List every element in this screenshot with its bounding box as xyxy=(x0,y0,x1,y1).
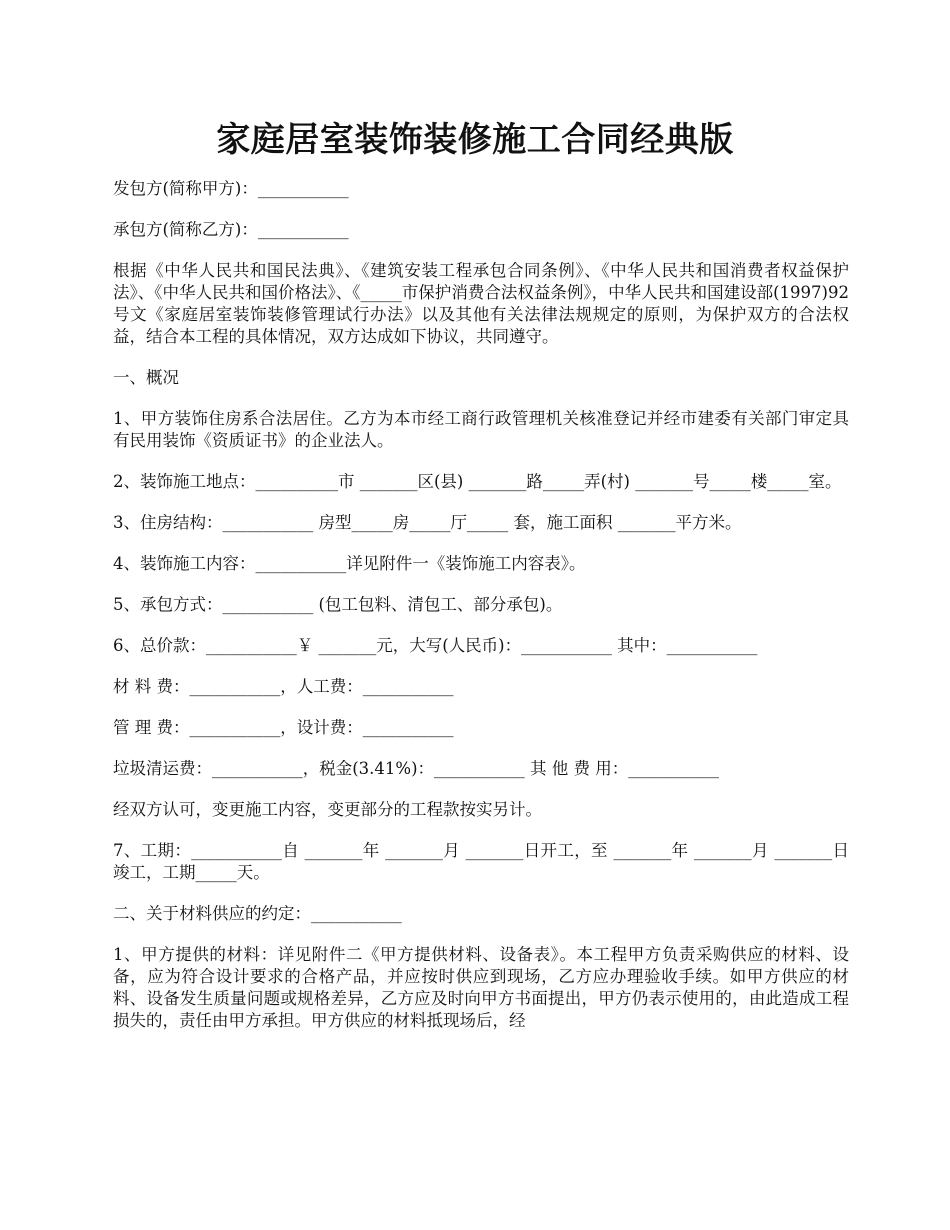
document-title: 家庭居室装饰装修施工合同经典版 xyxy=(216,120,734,160)
clause-7: 7、工期：___________自 _______年 _______月 _______日开工，至 _______年 _______月 _______日竣工，工期_____天。 xyxy=(113,841,849,882)
fee-line-other: 垃圾清运费：___________，税金(3.41%)：___________ 其 他 费 用：___________ xyxy=(113,759,720,778)
clause-2: 2、装饰施工地点：__________市 _______区(县) _______路_____弄(村) _______号_____楼_____室。 xyxy=(113,472,842,491)
document-body xyxy=(113,178,849,1051)
fee-line-management: 管 理 费：___________，设计费：___________ xyxy=(113,718,454,737)
materials-clause-1: 1、甲方提供的材料：详见附件二《甲方提供材料、设备表》。本工程甲方负责采购供应的材料、设备，应为符合设计要求的合格产品，并应按时供应到现场，乙方应办理验收手续。如甲方供应的材料、设备发生质量问题或规格差异，乙方应及时向甲方书面提出，甲方仍表示使用的，由此造成工程损失的，责任由甲方承担。甲方供应的材料抵现场后，经 xyxy=(113,945,849,1030)
clause-3: 3、住房结构：___________ 房型_____房_____厅_____ 套，施工面积 _______平方米。 xyxy=(113,513,742,532)
change-note: 经双方认可，变更施工内容，变更部分的工程款按实另计。 xyxy=(113,800,542,819)
party-a-line: 发包方(简称甲方)：___________ xyxy=(113,179,349,198)
clause-1: 1、甲方装饰住房系合法居住。乙方为本市经工商行政管理机关核准登记并经市建委有关部门审定具有民用装饰《资质证书》的企业法人。 xyxy=(113,409,849,450)
preamble-paragraph: 根据《中华人民共和国民法典》、《建筑安装工程承包合同条例》、《中华人民共和国消费者权益保护法》、《中华人民共和国价格法》、《_____市保护消费合法权益条例》，中华人民共和国建设部(1997)92 号文《家庭居室装饰装修管理试行办法》以及其他有关法律法规规定的原则，为保护双方的合法权益，结合本工程的具体情况，双方达成如下协议，共同遵守。 xyxy=(113,261,849,346)
party-b-line: 承包方(简称乙方)：___________ xyxy=(113,220,349,239)
clause-4: 4、装饰施工内容：___________详见附件一《装饰施工内容表》。 xyxy=(113,554,586,573)
clause-6: 6、总价款：___________￥ _______元，大写(人民币)：___________ 其中：___________ xyxy=(113,636,758,655)
section-heading-overview: 一、概况 xyxy=(113,368,179,387)
clause-5: 5、承包方式：___________ (包工包料、清包工、部分承包)。 xyxy=(113,595,563,614)
fee-line-material: 材 料 费：___________，人工费：___________ xyxy=(113,677,454,696)
section-heading-materials: 二、关于材料供应的约定：___________ xyxy=(113,904,402,923)
